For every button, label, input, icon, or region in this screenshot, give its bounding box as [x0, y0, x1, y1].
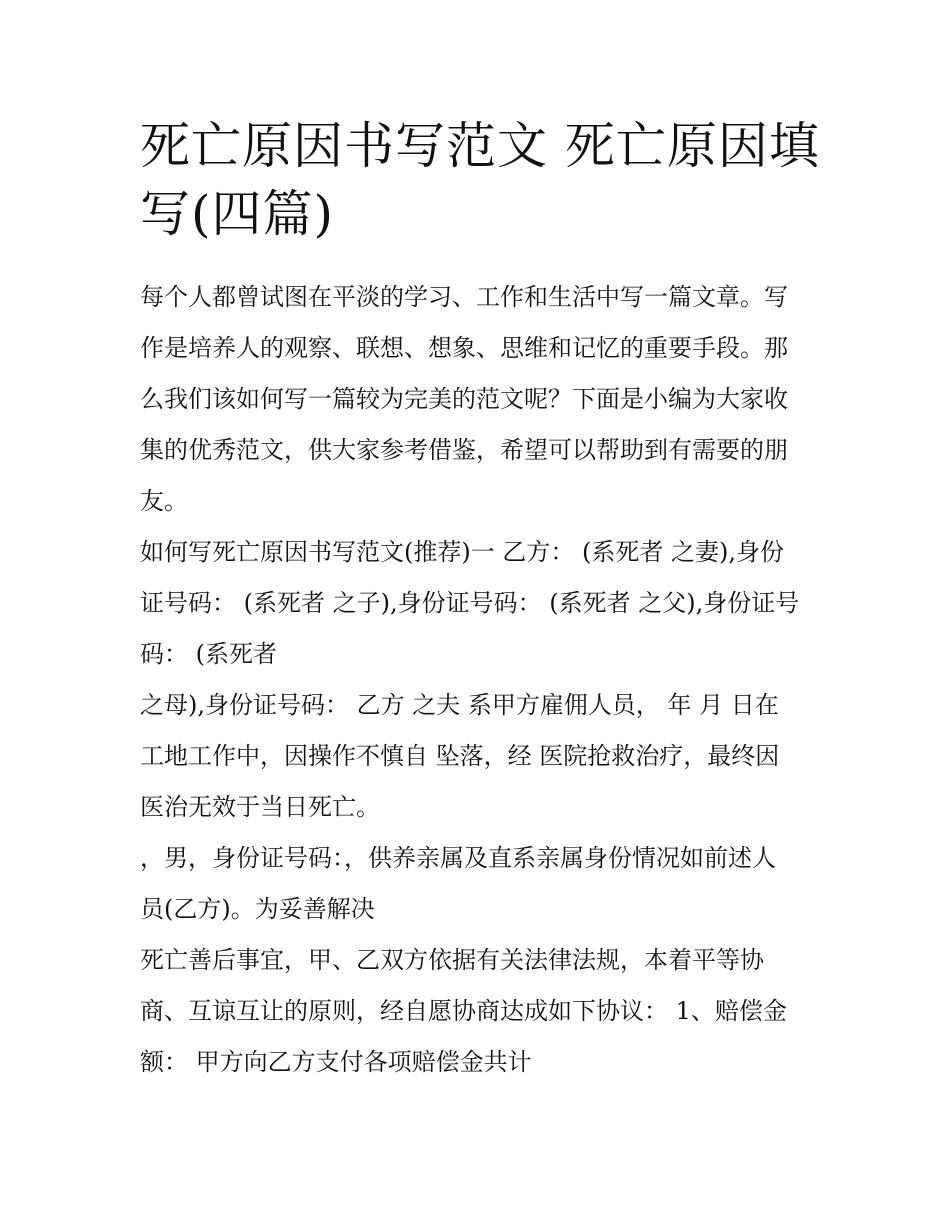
body-line: 工地工作中，因操作不慎自 坠落，经 医院抢救治疗，最终因: [140, 742, 780, 770]
body-line: 死亡善后事宜，甲、乙双方依据有关法律法规，本着平等协: [140, 946, 764, 974]
document-body: [140, 272, 820, 1088]
body-line: 每个人都曾试图在平淡的学习、工作和生活中写一篇文章。写: [140, 283, 788, 311]
body-line: 如何写死亡原因书写范文(推荐)一 乙方： (系死者 之妻),身份: [140, 538, 784, 566]
document-title: [140, 112, 820, 248]
body-line: 医治无效于当日死亡。: [140, 793, 380, 821]
body-line: 员(乙方)。为妥善解决: [140, 895, 375, 923]
body-line: 之母),身份证号码： 乙方 之夫 系甲方雇佣人员， 年 月 日在: [140, 691, 779, 719]
title-line-2: 写(四篇): [140, 185, 335, 243]
body-line: 么我们该如何写一篇较为完美的范文呢？下面是小编为大家收: [140, 385, 788, 413]
body-line: 商、互谅互让的原则，经自愿协商达成如下协议： 1、赔偿金: [140, 997, 787, 1025]
body-line: ，男，身份证号码：，供养亲属及直系亲属身份情况如前述人: [140, 844, 776, 872]
body-line: 友。: [140, 487, 188, 515]
title-line-1: 死亡原因书写范文 死亡原因填: [140, 117, 820, 175]
body-line: 额： 甲方向乙方支付各项赔偿金共计: [140, 1048, 532, 1076]
document-page: [140, 112, 820, 1088]
body-line: 证号码： (系死者 之子),身份证号码： (系死者 之父),身份证号: [140, 589, 800, 617]
body-line: 码： (系死者: [140, 640, 277, 668]
body-line: 集的优秀范文，供大家参考借鉴，希望可以帮助到有需要的朋: [140, 436, 788, 464]
body-line: 作是培养人的观察、联想、想象、思维和记忆的重要手段。那: [140, 334, 788, 362]
